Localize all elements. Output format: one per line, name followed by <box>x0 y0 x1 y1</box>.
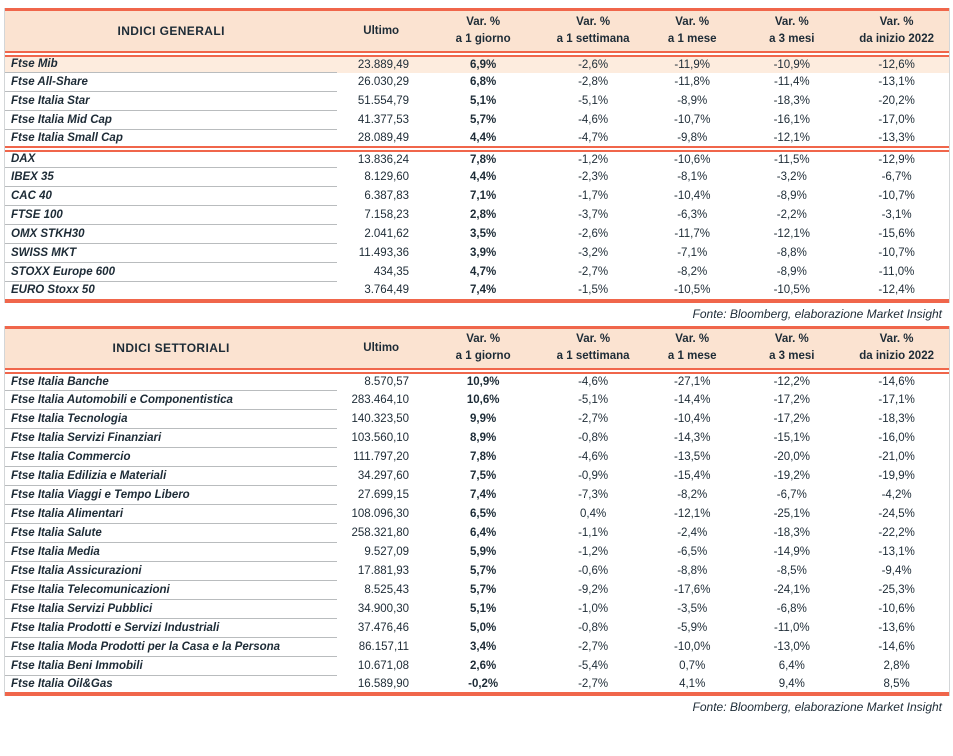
var-header-line2: a 3 mesi <box>769 350 815 363</box>
var-value-1d: 4,7% <box>470 266 497 278</box>
index-name: OMX STKH30 <box>5 225 337 244</box>
index-name: DAX <box>5 149 337 168</box>
index-row <box>5 637 949 656</box>
var-value-1w: -4,7% <box>541 130 645 149</box>
var-value-ytd: -10,6% <box>878 602 915 615</box>
index-row <box>5 282 949 301</box>
var-header-ytd <box>844 327 949 371</box>
var-value-1d: 2,6% <box>470 659 497 672</box>
var-value-1m: -8,1% <box>677 171 708 183</box>
var-value-3m: -8,8% <box>776 247 807 259</box>
index-name: STOXX Europe 600 <box>5 263 337 282</box>
var-value-1d: 5,1% <box>470 95 497 107</box>
table-section-1 <box>5 54 949 149</box>
var-header-line1: Var. % <box>675 15 710 28</box>
var-value-1m: -3,5% <box>677 602 708 615</box>
index-name: Ftse Italia Telecomunicazioni <box>5 580 337 599</box>
index-row <box>5 447 949 466</box>
var-value-1w: -1,1% <box>578 526 609 539</box>
var-value-1d: 7,5% <box>470 469 497 482</box>
var-value-1w: -1,7% <box>578 190 609 202</box>
var-header-line2: a 1 settimana <box>556 350 630 363</box>
ultimo-value: 28.089,49 <box>337 130 425 149</box>
var-value-ytd: -12,4% <box>844 282 949 301</box>
var-value-1d: 3,5% <box>470 228 497 240</box>
var-value-ytd: -13,1% <box>878 545 915 558</box>
var-value-1d: 7,1% <box>470 190 497 202</box>
var-value-ytd: -12,6% <box>844 54 949 73</box>
ultimo-value: 27.699,15 <box>357 488 410 501</box>
var-value-ytd: 2,8% <box>883 659 910 672</box>
var-header-line1: Var. % <box>774 333 809 346</box>
index-name: CAC 40 <box>5 187 337 206</box>
var-value-ytd: -21,0% <box>878 450 915 463</box>
index-row <box>5 428 949 447</box>
var-value-1m: -8,2% <box>677 266 708 278</box>
var-value-ytd: -20,2% <box>878 95 915 107</box>
ultimo-value: 6.387,83 <box>364 190 410 202</box>
var-value-1m: -11,8% <box>674 76 710 88</box>
index-name: Ftse Italia Servizi Pubblici <box>5 599 337 618</box>
ultimo-value: 3.764,49 <box>337 282 425 301</box>
var-value-1d: 3,9% <box>470 247 497 259</box>
index-row <box>5 656 949 675</box>
var-header-1m <box>645 327 739 371</box>
var-value-3m: -16,1% <box>773 114 811 126</box>
var-header-1d <box>425 327 541 371</box>
index-name: Ftse Italia Salute <box>5 523 337 542</box>
var-value-3m: -2,2% <box>776 209 807 221</box>
var-header-ytd <box>844 10 949 54</box>
var-header-line1: Var. % <box>774 15 809 28</box>
var-value-1m: -10,4% <box>673 190 711 202</box>
var-header-line1: Var. % <box>879 15 914 28</box>
var-value-3m: -14,9% <box>773 545 811 558</box>
var-value-ytd: -13,1% <box>878 76 915 88</box>
var-value-1d: 8,9% <box>470 431 497 444</box>
var-value-1m: -5,9% <box>677 621 708 634</box>
indici-generali-table <box>4 8 950 303</box>
var-value-1m: -13,5% <box>673 450 711 463</box>
var-value-ytd: -24,5% <box>878 507 915 520</box>
source-note: Fonte: Bloomberg, elaborazione Market Insight <box>692 306 942 321</box>
var-value-3m: -10,5% <box>739 282 844 301</box>
index-name: Ftse Italia Commercio <box>5 447 337 466</box>
var-value-ytd: -10,7% <box>878 190 915 202</box>
index-name: Ftse Italia Servizi Finanziari <box>5 428 337 447</box>
var-value-1w: -4,6% <box>578 450 609 463</box>
var-header-1m <box>645 10 739 54</box>
var-header-1w <box>541 327 645 371</box>
var-header-line2: a 1 mese <box>667 32 717 45</box>
var-value-1m: -12,1% <box>673 507 711 520</box>
index-row <box>5 371 949 390</box>
index-name: Ftse All-Share <box>5 73 337 92</box>
var-value-1d: 5,7% <box>470 564 497 577</box>
table-header <box>5 327 949 371</box>
var-value-1w: -7,3% <box>578 488 609 501</box>
var-value-1d: 5,7% <box>470 114 497 126</box>
var-value-3m: 9,4% <box>739 675 844 694</box>
table-title: INDICI GENERALI <box>5 10 337 54</box>
var-header-line1: Var. % <box>675 333 710 346</box>
ultimo-value: 41.377,53 <box>357 114 410 126</box>
var-value-ytd: -19,9% <box>878 469 915 482</box>
var-value-1w: -1,0% <box>578 602 609 615</box>
ultimo-value: 434,35 <box>373 266 410 278</box>
ultimo-value: 108.096,30 <box>351 507 410 520</box>
var-value-3m: 6,4% <box>778 659 805 672</box>
header-row <box>5 327 949 371</box>
index-row <box>5 263 949 282</box>
var-header-3m <box>739 10 844 54</box>
var-value-1d: 3,4% <box>470 640 497 653</box>
ultimo-value: 17.881,93 <box>357 564 410 577</box>
var-value-ytd: -25,3% <box>878 583 915 596</box>
ultimo-value: 16.589,90 <box>337 675 425 694</box>
var-header-line2: a 3 mesi <box>769 32 815 45</box>
ultimo-value: 11.493,36 <box>358 247 410 259</box>
var-value-1w: -2,7% <box>541 675 645 694</box>
var-header-line2: a 1 giorno <box>455 32 511 45</box>
var-value-3m: -24,1% <box>773 583 811 596</box>
index-row <box>5 561 949 580</box>
ultimo-value: 86.157,11 <box>358 640 410 653</box>
var-value-3m: -18,3% <box>773 526 811 539</box>
var-value-ytd: -13,3% <box>844 130 949 149</box>
var-value-1w: -2,3% <box>578 171 609 183</box>
index-row <box>5 130 949 149</box>
var-value-ytd: 8,5% <box>844 675 949 694</box>
var-value-3m: -13,0% <box>773 640 811 653</box>
ultimo-value: 51.554,79 <box>357 95 410 107</box>
var-value-1m: -10,4% <box>673 412 711 425</box>
index-row <box>5 244 949 263</box>
ultimo-value: 34.900,30 <box>357 602 410 615</box>
var-value-3m: -8,9% <box>776 190 807 202</box>
var-value-1w: -2,6% <box>541 54 645 73</box>
var-header-line2: da inizio 2022 <box>859 32 934 45</box>
index-name: Ftse Italia Beni Immobili <box>5 656 337 675</box>
var-value-1m: -11,7% <box>674 228 710 240</box>
var-value-1w: -2,7% <box>578 412 609 425</box>
var-value-3m: -8,9% <box>776 266 807 278</box>
var-value-3m: -6,8% <box>776 602 807 615</box>
var-value-1m: -10,0% <box>673 640 711 653</box>
var-value-1w: -4,6% <box>578 376 609 388</box>
var-value-ytd: -16,0% <box>878 431 915 444</box>
var-value-ytd: -10,7% <box>878 247 915 259</box>
index-name: Ftse Italia Mid Cap <box>5 111 337 130</box>
indici-generali-table-grid <box>5 8 949 303</box>
index-name: EURO Stoxx 50 <box>5 282 337 301</box>
index-row <box>5 54 949 73</box>
var-value-3m: -12,1% <box>739 130 844 149</box>
table-section-1 <box>5 371 949 694</box>
var-value-1m: 0,7% <box>679 659 706 672</box>
var-value-1d: 10,9% <box>466 376 500 388</box>
var-value-3m: -17,2% <box>773 412 811 425</box>
var-value-1w: -5,1% <box>578 393 609 406</box>
var-value-1m: -8,9% <box>677 95 708 107</box>
var-value-1w: -0,8% <box>578 431 609 444</box>
var-value-3m: -11,5% <box>774 153 810 166</box>
var-value-1d: 7,8% <box>470 450 497 463</box>
var-header-line1: Var. % <box>466 15 501 28</box>
index-row <box>5 466 949 485</box>
var-value-1m: -14,3% <box>673 431 711 444</box>
var-value-1d: 7,4% <box>470 488 497 501</box>
index-name: Ftse Italia Banche <box>5 371 337 390</box>
ultimo-value: 8.525,43 <box>364 583 410 596</box>
index-row <box>5 206 949 225</box>
index-row <box>5 225 949 244</box>
var-value-1d: 6,5% <box>470 507 497 520</box>
var-value-3m: -11,0% <box>774 621 810 634</box>
var-value-3m: -19,2% <box>773 469 811 482</box>
index-name: Ftse Italia Tecnologia <box>5 409 337 428</box>
index-name: Ftse Italia Media <box>5 542 337 561</box>
var-value-1w: -4,6% <box>578 114 609 126</box>
var-value-1w: -0,8% <box>578 621 609 634</box>
var-value-1w: -2,6% <box>578 228 609 240</box>
var-value-ytd: -14,6% <box>878 376 915 388</box>
var-value-1d: 10,6% <box>466 393 500 406</box>
var-value-1m: -10,6% <box>673 153 711 166</box>
var-value-1d: 2,8% <box>470 209 497 221</box>
ultimo-value: 34.297,60 <box>357 469 410 482</box>
var-header-line2: a 1 giorno <box>455 350 511 363</box>
var-value-3m: -8,5% <box>776 564 807 577</box>
var-header-line1: Var. % <box>466 333 501 346</box>
var-value-1w: -0,9% <box>578 469 609 482</box>
var-header-1w <box>541 10 645 54</box>
var-value-ytd: -17,0% <box>878 114 915 126</box>
var-value-3m: -12,2% <box>773 376 811 388</box>
var-value-1d: 6,4% <box>470 526 497 539</box>
var-value-1d: 4,4% <box>470 171 497 183</box>
var-value-ytd: -12,9% <box>878 153 915 166</box>
var-value-ytd: -4,2% <box>881 488 912 501</box>
var-value-1m: -14,4% <box>673 393 711 406</box>
var-value-3m: -12,1% <box>773 228 811 240</box>
var-value-3m: -6,7% <box>776 488 807 501</box>
var-value-1w: -5,1% <box>578 95 609 107</box>
var-value-1m: -7,1% <box>677 247 708 259</box>
index-name: Ftse Italia Star <box>5 92 337 111</box>
var-value-ytd: -14,6% <box>878 640 915 653</box>
index-name: Ftse Italia Oil&Gas <box>5 675 337 694</box>
var-value-3m: -17,2% <box>773 393 811 406</box>
table-header <box>5 10 949 54</box>
var-value-3m: -18,3% <box>773 95 811 107</box>
index-row <box>5 409 949 428</box>
index-name: Ftse Italia Moda Prodotti per la Casa e la Persona <box>5 637 337 656</box>
var-value-3m: -15,1% <box>773 431 811 444</box>
index-name: Ftse Italia Automobili e Componentistica <box>5 390 337 409</box>
var-value-1w: -2,7% <box>578 266 609 278</box>
var-value-ytd: -18,3% <box>878 412 915 425</box>
var-value-ytd: -22,2% <box>878 526 915 539</box>
index-name: Ftse Mib <box>5 54 337 73</box>
var-value-1w: -5,4% <box>578 659 609 672</box>
var-value-1w: -1,5% <box>541 282 645 301</box>
var-value-1d: 6,9% <box>425 54 541 73</box>
index-name: SWISS MKT <box>5 244 337 263</box>
source-note: Fonte: Bloomberg, elaborazione Market Insight <box>692 700 942 714</box>
var-header-line2: a 1 mese <box>667 350 717 363</box>
ultimo-header: Ultimo <box>337 327 425 371</box>
var-value-1w: -3,2% <box>578 247 609 259</box>
var-header-line1: Var. % <box>576 15 611 28</box>
var-value-1d: 7,4% <box>425 282 541 301</box>
ultimo-value: 140.323,50 <box>351 412 410 425</box>
ultimo-value: 258.321,80 <box>351 526 410 539</box>
index-row <box>5 92 949 111</box>
var-value-3m: -3,2% <box>776 171 807 183</box>
index-row <box>5 675 949 694</box>
var-value-1m: -27,1% <box>673 376 711 388</box>
ultimo-value: 9.527,09 <box>364 545 410 558</box>
ultimo-value: 23.889,49 <box>337 54 425 73</box>
ultimo-value: 13.836,24 <box>357 153 410 166</box>
index-name: Ftse Italia Small Cap <box>5 130 337 149</box>
var-value-1m: -11,9% <box>645 54 739 73</box>
var-value-1w: -1,2% <box>578 153 609 166</box>
table-section-2 <box>5 149 949 301</box>
var-value-1m: -6,3% <box>677 209 708 221</box>
var-header-3m <box>739 327 844 371</box>
var-value-1d: 4,4% <box>425 130 541 149</box>
var-value-1w: -1,2% <box>578 545 609 558</box>
index-row <box>5 504 949 523</box>
var-header-line2: da inizio 2022 <box>859 350 934 363</box>
tables-container <box>4 8 950 719</box>
index-row <box>5 187 949 206</box>
index-row <box>5 523 949 542</box>
var-header-line2: a 1 settimana <box>556 32 630 45</box>
var-value-1m: -8,2% <box>677 488 708 501</box>
var-value-1m: -9,8% <box>645 130 739 149</box>
var-value-1d: 5,1% <box>470 602 497 615</box>
var-value-ytd: -15,6% <box>878 228 915 240</box>
var-value-1m: -15,4% <box>673 469 711 482</box>
index-name: Ftse Italia Assicurazioni <box>5 561 337 580</box>
ultimo-value: 8.129,60 <box>364 171 410 183</box>
var-value-3m: -20,0% <box>773 450 811 463</box>
index-row <box>5 111 949 130</box>
index-row <box>5 618 949 637</box>
index-name: Ftse Italia Edilizia e Materiali <box>5 466 337 485</box>
table-title: INDICI SETTORIALI <box>5 327 337 371</box>
ultimo-value: 103.560,10 <box>351 431 410 444</box>
index-row <box>5 542 949 561</box>
var-value-1m: -6,5% <box>677 545 708 558</box>
index-name: Ftse Italia Prodotti e Servizi Industriali <box>5 618 337 637</box>
index-name: IBEX 35 <box>5 168 337 187</box>
index-name: FTSE 100 <box>5 206 337 225</box>
indici-settoriali-table-grid <box>5 326 949 697</box>
var-value-1m: -2,4% <box>677 526 708 539</box>
var-header-line1: Var. % <box>879 333 914 346</box>
index-name: Ftse Italia Alimentari <box>5 504 337 523</box>
var-value-1w: 0,4% <box>579 507 607 520</box>
var-value-ytd: -17,1% <box>878 393 915 406</box>
index-row <box>5 390 949 409</box>
var-value-1w: -9,2% <box>578 583 609 596</box>
index-row <box>5 149 949 168</box>
var-header-line1: Var. % <box>576 333 611 346</box>
ultimo-value: 7.158,23 <box>364 209 410 221</box>
var-value-1m: -8,8% <box>677 564 708 577</box>
var-value-ytd: -13,6% <box>878 621 915 634</box>
header-row <box>5 10 949 54</box>
index-row <box>5 580 949 599</box>
var-value-ytd: -11,0% <box>878 266 915 278</box>
var-value-1m: -17,6% <box>673 583 711 596</box>
index-name: Ftse Italia Viaggi e Tempo Libero <box>5 485 337 504</box>
ultimo-value: 111.797,20 <box>353 450 410 463</box>
index-row <box>5 485 949 504</box>
var-value-3m: -25,1% <box>773 507 811 520</box>
var-value-1w: -3,7% <box>578 209 609 221</box>
ultimo-value: 37.476,46 <box>357 621 410 634</box>
ultimo-value: 8.570,57 <box>364 376 410 388</box>
var-value-ytd: -9,4% <box>881 564 912 577</box>
var-header-1d <box>425 10 541 54</box>
var-value-1d: 9,9% <box>470 412 497 425</box>
var-value-1d: 7,8% <box>470 153 497 166</box>
var-value-1d: 6,8% <box>470 76 497 88</box>
var-value-ytd: -3,1% <box>881 209 912 221</box>
var-value-ytd: -6,7% <box>881 171 912 183</box>
var-value-3m: -11,4% <box>774 76 810 88</box>
var-value-1d: 5,9% <box>470 545 497 558</box>
var-value-1d: -0,2% <box>425 675 541 694</box>
index-row <box>5 73 949 92</box>
var-value-3m: -10,9% <box>739 54 844 73</box>
var-value-1w: -2,7% <box>578 640 609 653</box>
index-row <box>5 168 949 187</box>
ultimo-value: 10.671,08 <box>357 659 410 672</box>
ultimo-value: 283.464,10 <box>351 393 410 406</box>
ultimo-value: 2.041,62 <box>364 228 410 240</box>
var-value-1m: 4,1% <box>645 675 739 694</box>
var-value-1d: 5,7% <box>470 583 497 596</box>
indici-settoriali-table <box>4 326 950 697</box>
ultimo-value: 26.030,29 <box>357 76 410 88</box>
var-value-1m: -10,7% <box>673 114 711 126</box>
ultimo-header: Ultimo <box>337 10 425 54</box>
var-value-1w: -2,8% <box>578 76 609 88</box>
index-row <box>5 599 949 618</box>
var-value-1d: 5,0% <box>470 621 497 634</box>
var-value-1m: -10,5% <box>645 282 739 301</box>
var-value-1w: -0,6% <box>578 564 609 577</box>
